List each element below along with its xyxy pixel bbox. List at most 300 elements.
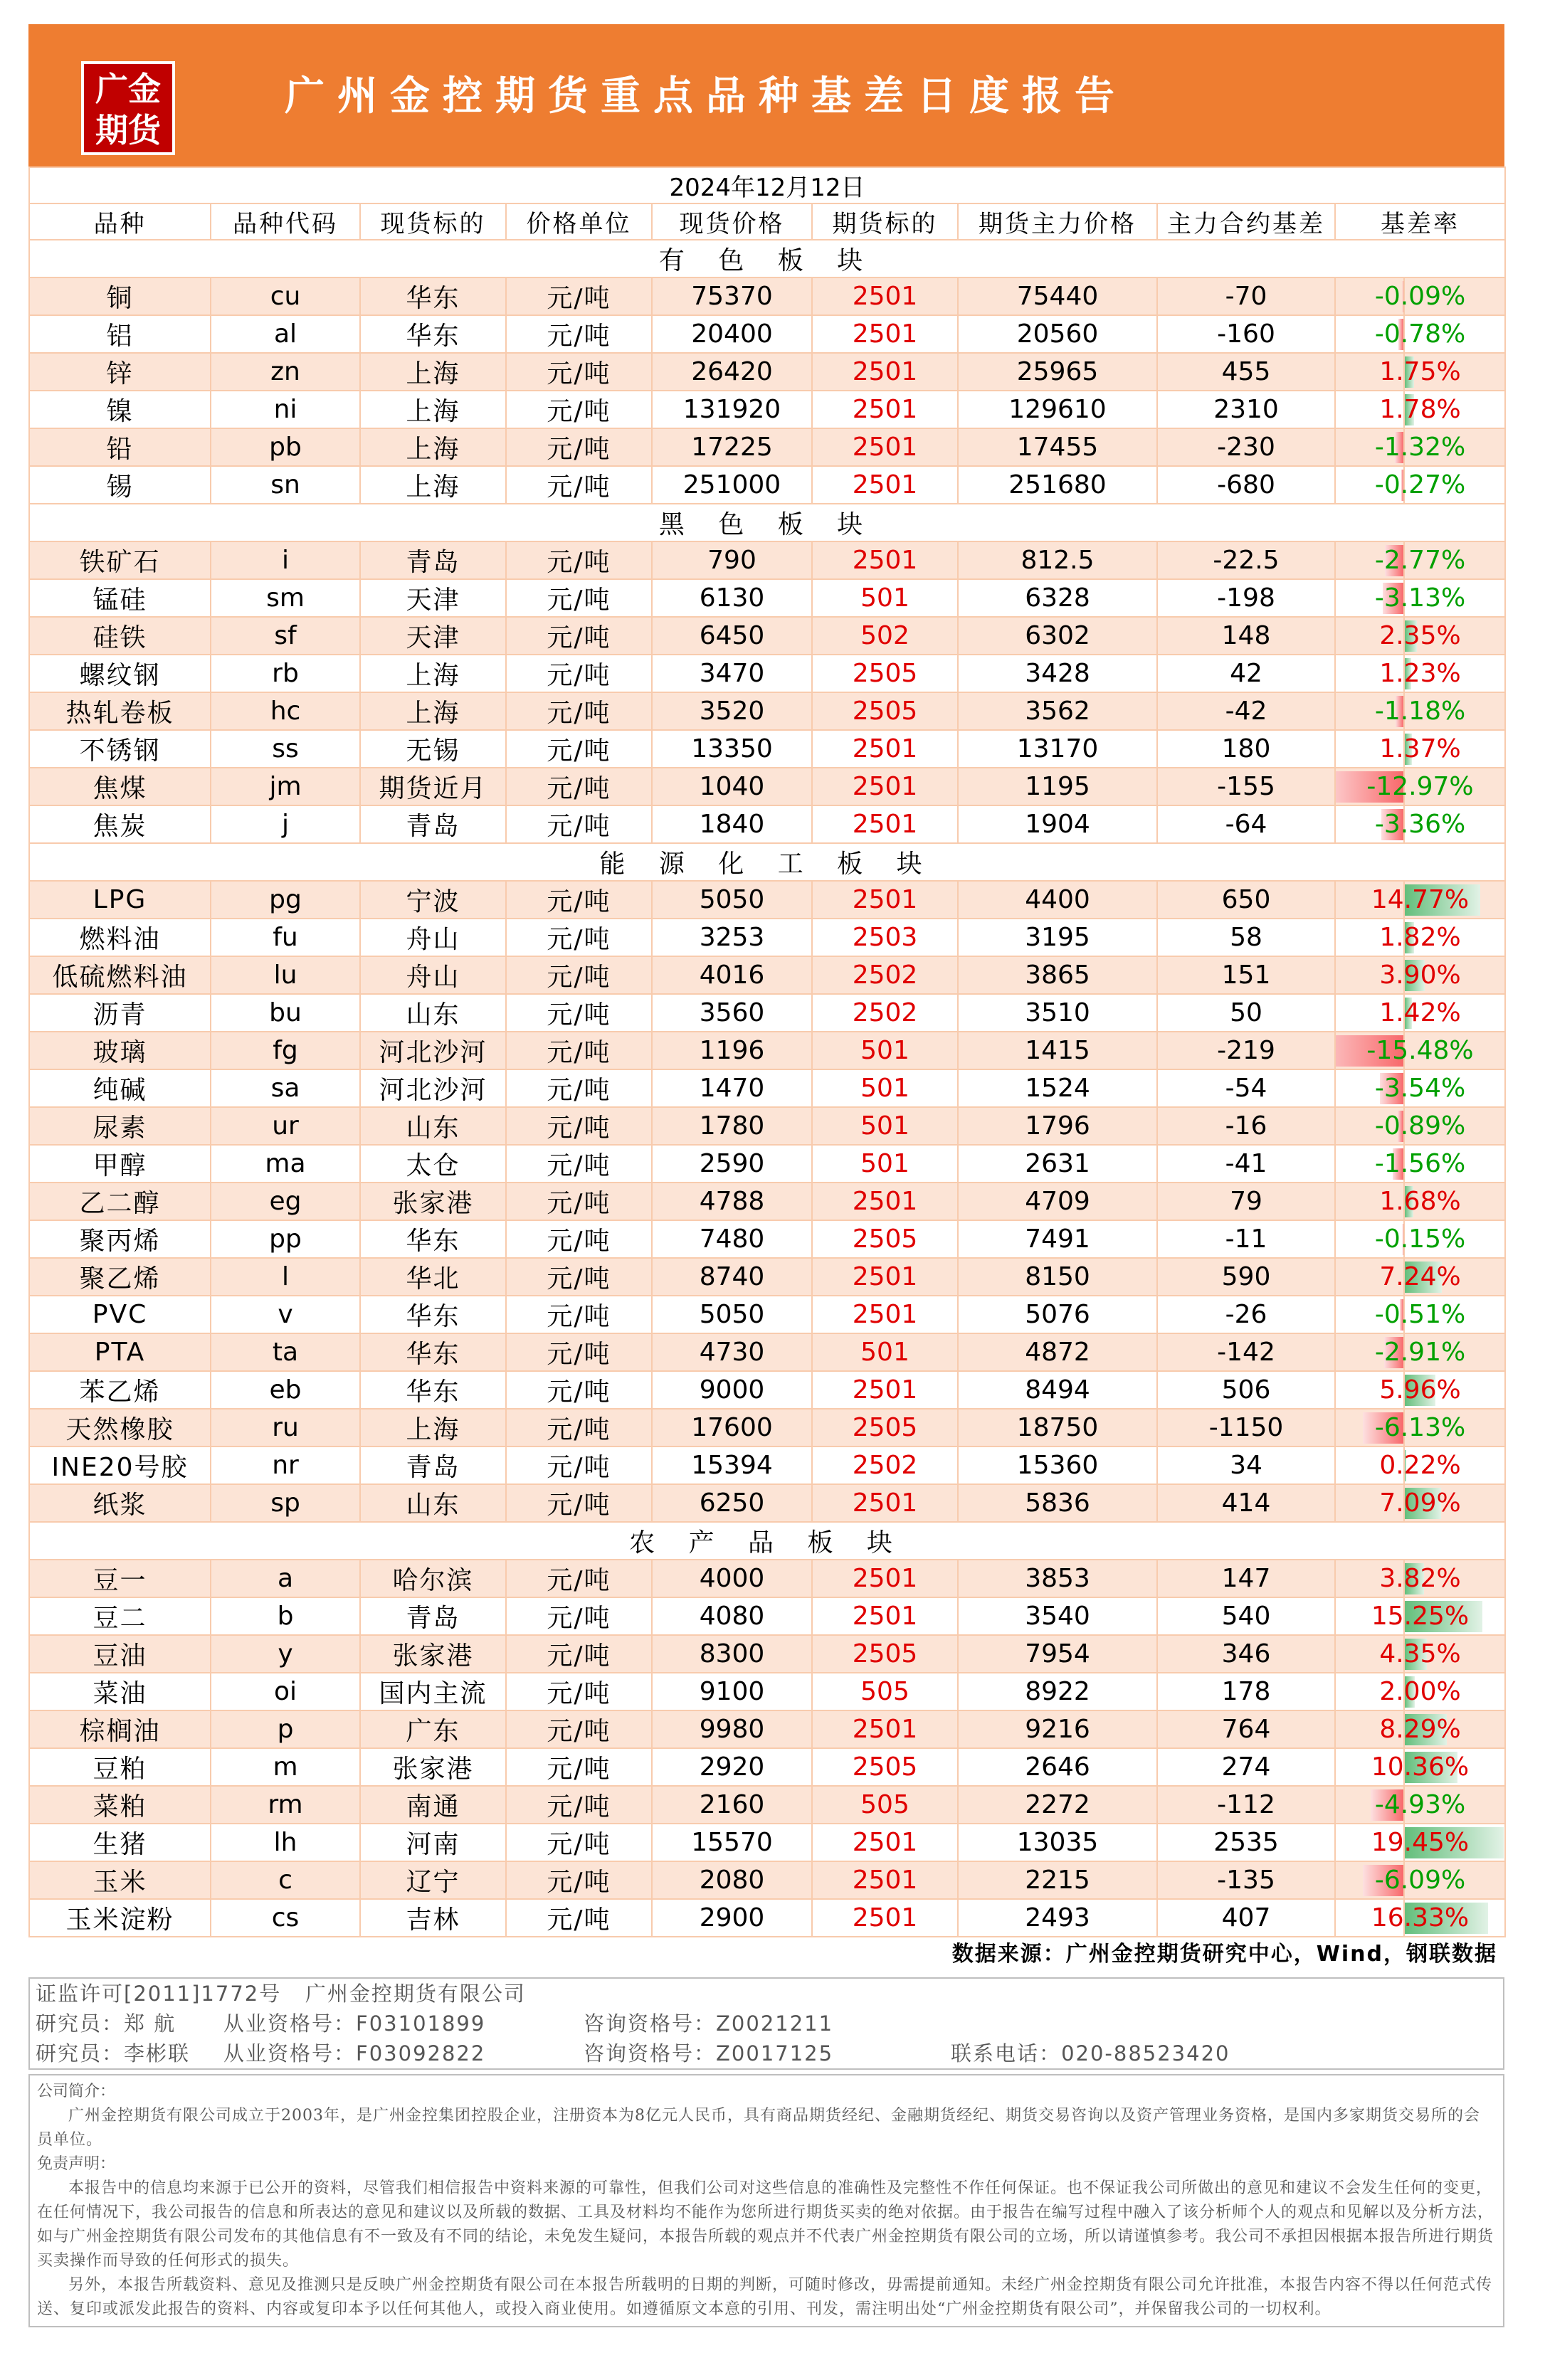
futures-price: 1904 [958,805,1157,843]
basis-rate [1335,579,1505,617]
basis-rate-text: -0.89% [1374,1111,1466,1141]
column-header: 品种代码 [211,203,360,240]
variety-code: sf [211,617,360,655]
futures-contract: 2501 [812,466,958,504]
basis-rate [1335,1220,1505,1258]
spot-location: 张家港 [360,1748,506,1786]
variety-code: eb [211,1371,360,1409]
futures-contract: 2501 [812,1484,958,1522]
futures-contract: 2501 [812,805,958,843]
table-row [29,1861,1505,1899]
price-unit: 元/吨 [506,1446,652,1484]
variety-name: PTA [29,1333,211,1371]
price-unit: 元/吨 [506,919,652,956]
basis-rate [1335,1258,1505,1296]
qualification-label: 从业资格号： [223,2041,357,2066]
price-unit: 元/吨 [506,1899,652,1937]
variety-name: 豆粕 [29,1748,211,1786]
variety-code: bu [211,994,360,1032]
company-intro-text: 广州金控期货有限公司成立于2003年，是广州金控集团控股企业，注册资本为8亿元人民币，具有商品期货经纪、金融期货经纪、期货交易咨询以及资产管理业务资格，是国内多家期货交易所的会员单位。 [37,2107,1480,2149]
spot-price: 20400 [652,315,812,353]
basis-value: 42 [1157,655,1335,692]
futures-contract: 501 [812,1032,958,1069]
basis-rate [1335,1786,1505,1824]
basis-rate [1335,1635,1505,1673]
spot-price: 2920 [652,1748,812,1786]
futures-price: 5836 [958,1484,1157,1522]
basis-rate-text: 3.90% [1379,961,1461,990]
futures-price: 20560 [958,315,1157,353]
price-unit: 元/吨 [506,1710,652,1748]
table-row [29,730,1505,768]
basis-value: 151 [1157,956,1335,994]
variety-name: 菜粕 [29,1786,211,1824]
basis-value: -42 [1157,692,1335,730]
spot-location: 华东 [360,1296,506,1333]
basis-value: -26 [1157,1296,1335,1333]
basis-rate [1335,1296,1505,1333]
variety-code: cs [211,1899,360,1937]
price-unit: 元/吨 [506,730,652,768]
futures-contract: 2505 [812,1635,958,1673]
table-row [29,1446,1505,1484]
date-row [29,167,1505,203]
qualification-number: F03092822 [356,2041,486,2066]
futures-price: 7491 [958,1220,1157,1258]
table-row [29,1069,1505,1107]
basis-value: -142 [1157,1333,1335,1371]
basis-rate-text: 16.33% [1371,1903,1470,1932]
basis-rate-text: 7.09% [1379,1488,1461,1518]
variety-name: 豆油 [29,1635,211,1673]
variety-name: 甲醇 [29,1145,211,1183]
table-row [29,1409,1505,1446]
spot-price: 4016 [652,956,812,994]
spot-location: 宁波 [360,881,506,919]
spot-location: 华北 [360,1258,506,1296]
spot-location: 华东 [360,315,506,353]
price-unit: 元/吨 [506,881,652,919]
consult-number: Z0017125 [716,2041,834,2066]
spot-location: 无锡 [360,730,506,768]
researcher-name: 李彬联 [124,2041,191,2066]
basis-rate [1335,1673,1505,1710]
table-row [29,1183,1505,1220]
basis-value: 178 [1157,1673,1335,1710]
spot-price: 5050 [652,1296,812,1333]
spot-location: 华东 [360,1371,506,1409]
futures-price: 4709 [958,1183,1157,1220]
basis-rate-text: 4.35% [1379,1639,1461,1668]
basis-value: 274 [1157,1748,1335,1786]
basis-value: -230 [1157,428,1335,466]
basis-rate [1335,730,1505,768]
futures-contract: 2501 [812,1899,958,1937]
price-unit: 元/吨 [506,1107,652,1145]
futures-contract: 2505 [812,1748,958,1786]
spot-location: 南通 [360,1786,506,1824]
spot-location: 上海 [360,428,506,466]
futures-price: 3428 [958,655,1157,692]
spot-price: 8740 [652,1258,812,1296]
price-unit: 元/吨 [506,1220,652,1258]
variety-code: y [211,1635,360,1673]
futures-price: 13035 [958,1824,1157,1861]
variety-code: c [211,1861,360,1899]
variety-code: l [211,1258,360,1296]
futures-contract: 2501 [812,541,958,579]
variety-name: 不锈钢 [29,730,211,768]
price-unit: 元/吨 [506,1861,652,1899]
futures-price: 3195 [958,919,1157,956]
spot-price: 3470 [652,655,812,692]
column-header: 现货价格 [652,203,812,240]
price-unit: 元/吨 [506,692,652,730]
basis-value: 650 [1157,881,1335,919]
variety-code: ru [211,1409,360,1446]
price-unit: 元/吨 [506,466,652,504]
basis-rate-text: -2.91% [1374,1338,1466,1367]
basis-rate-text: 15.25% [1371,1602,1470,1631]
spot-price: 1780 [652,1107,812,1145]
table-row [29,1145,1505,1183]
spot-price: 5050 [652,881,812,919]
futures-price: 251680 [958,466,1157,504]
spot-location: 上海 [360,466,506,504]
variety-name: 铅 [29,428,211,466]
basis-value: 764 [1157,1710,1335,1748]
basis-rate [1335,1710,1505,1748]
spot-location: 张家港 [360,1183,506,1220]
futures-contract: 2505 [812,1220,958,1258]
table-row [29,1748,1505,1786]
spot-price: 9980 [652,1710,812,1748]
spot-price: 4730 [652,1333,812,1371]
table-row [29,1296,1505,1333]
futures-contract: 2501 [812,768,958,805]
variety-name: 乙二醇 [29,1183,211,1220]
futures-contract: 2501 [812,730,958,768]
variety-name: INE20号胶 [29,1446,211,1484]
phone-label: 联系电话： [951,2041,1062,2066]
variety-name: 沥青 [29,994,211,1032]
variety-code: al [211,315,360,353]
spot-location: 河南 [360,1824,506,1861]
report-title: 广州金控期货重点品种基差日度报告 [285,73,1127,120]
variety-name: 聚乙烯 [29,1258,211,1296]
price-unit: 元/吨 [506,805,652,843]
column-header: 基差率 [1335,203,1505,240]
basis-rate [1335,353,1505,391]
basis-rate-text: 1.82% [1379,923,1461,952]
futures-contract: 2502 [812,956,958,994]
futures-contract: 2501 [812,1371,958,1409]
basis-rate [1335,1484,1505,1522]
spot-price: 1196 [652,1032,812,1069]
column-header: 期货主力价格 [958,203,1157,240]
basis-rate [1335,1861,1505,1899]
variety-name: 锰硅 [29,579,211,617]
futures-contract: 2505 [812,692,958,730]
variety-name: 豆二 [29,1597,211,1635]
basis-value: 407 [1157,1899,1335,1937]
price-unit: 元/吨 [506,1673,652,1710]
basis-value: 79 [1157,1183,1335,1220]
basis-rate-text: 19.45% [1371,1828,1470,1857]
variety-name: 焦煤 [29,768,211,805]
variety-name: 玻璃 [29,1032,211,1069]
table-row [29,994,1505,1032]
price-unit: 元/吨 [506,541,652,579]
consult-label: 咨询资格号： [584,2011,717,2036]
spot-price: 75370 [652,277,812,315]
spot-location: 河北沙河 [360,1069,506,1107]
basis-rate-text: -3.54% [1374,1074,1466,1103]
futures-contract: 2502 [812,994,958,1032]
table-row [29,1333,1505,1371]
basis-value: -22.5 [1157,541,1335,579]
license-company: 广州金控期货有限公司 [305,1982,526,2006]
basis-value: 455 [1157,353,1335,391]
company-logo [81,61,175,155]
basis-rate [1335,315,1505,353]
spot-price: 17225 [652,428,812,466]
spot-price: 3560 [652,994,812,1032]
spot-location: 青岛 [360,1597,506,1635]
futures-contract: 501 [812,579,958,617]
variety-code: sn [211,466,360,504]
variety-code: ma [211,1145,360,1183]
section-header [29,843,1505,881]
variety-code: jm [211,768,360,805]
futures-price: 25965 [958,353,1157,391]
variety-name: 低硫燃料油 [29,956,211,994]
spot-location: 青岛 [360,1446,506,1484]
futures-contract: 2501 [812,1597,958,1635]
basis-value: -54 [1157,1069,1335,1107]
basis-rate-text: 3.82% [1379,1564,1461,1593]
variety-code: oi [211,1673,360,1710]
spot-price: 1040 [652,768,812,805]
variety-code: eg [211,1183,360,1220]
basis-rate [1335,881,1505,919]
basis-rate [1335,655,1505,692]
spot-price: 13350 [652,730,812,768]
basis-rate-text: -3.13% [1374,583,1466,613]
basis-rate-text: -6.13% [1374,1413,1466,1442]
basis-value: 148 [1157,617,1335,655]
variety-code: rm [211,1786,360,1824]
variety-name: 聚丙烯 [29,1220,211,1258]
section-header [29,240,1505,277]
price-unit: 元/吨 [506,277,652,315]
basis-rate [1335,1032,1505,1069]
basis-rate-text: 2.00% [1379,1677,1461,1706]
company-info-block [28,1977,1504,2070]
variety-code: lu [211,956,360,994]
futures-price: 8494 [958,1371,1157,1409]
basis-rate-text: -12.97% [1366,772,1474,801]
variety-code: ni [211,391,360,428]
basis-rate [1335,1107,1505,1145]
price-unit: 元/吨 [506,428,652,466]
futures-price: 2646 [958,1748,1157,1786]
variety-code: lh [211,1824,360,1861]
basis-value: -160 [1157,315,1335,353]
futures-contract: 505 [812,1786,958,1824]
variety-code: pb [211,428,360,466]
disclaimer-block [28,2074,1504,2327]
table-row [29,1710,1505,1748]
basis-value: -135 [1157,1861,1335,1899]
basis-value: 34 [1157,1446,1335,1484]
price-unit: 元/吨 [506,1145,652,1183]
basis-rate [1335,1824,1505,1861]
spot-location: 广东 [360,1710,506,1748]
spot-price: 131920 [652,391,812,428]
section-header [29,1522,1505,1560]
futures-price: 7954 [958,1635,1157,1673]
spot-price: 2160 [652,1786,812,1824]
section-title: 农 产 品 板 块 [29,1522,1505,1560]
basis-rate-text: 1.37% [1379,734,1461,763]
spot-price: 9000 [652,1371,812,1409]
consult-label: 咨询资格号： [584,2041,717,2066]
variety-code: ss [211,730,360,768]
spot-location: 国内主流 [360,1673,506,1710]
futures-price: 4400 [958,881,1157,919]
futures-price: 2272 [958,1786,1157,1824]
price-unit: 元/吨 [506,1824,652,1861]
basis-rate [1335,1748,1505,1786]
basis-rate [1335,1183,1505,1220]
basis-value: 506 [1157,1371,1335,1409]
basis-value: 180 [1157,730,1335,768]
spot-location: 上海 [360,1409,506,1446]
futures-price: 8150 [958,1258,1157,1296]
basis-value: -11 [1157,1220,1335,1258]
basis-rate [1335,277,1505,315]
spot-location: 山东 [360,994,506,1032]
basis-rate [1335,1371,1505,1409]
futures-contract: 501 [812,1333,958,1371]
table-row [29,692,1505,730]
spot-price: 790 [652,541,812,579]
basis-value: 540 [1157,1597,1335,1635]
variety-code: ta [211,1333,360,1371]
disclaimer-para-1: 本报告中的信息均来源于已公开的资料，尽管我们相信报告中资料来源的可靠性，但我们公司对这些信息的准确性及完整性不作任何保证。也不保证我公司所做出的意见和建议不会发生任何的变更，在任何情况下，我公司报告的信息和所表达的意见和建议以及所载的数据、工具及材料均不能作为您所进行期货买卖的绝对依据。由于报告在编写过程中融入了该分析师个人的观点和见解以及分析方法，如与广州金控期货有限公司发布的其他信息有不一致及有不同的结论，未免发生疑问，本报告所载的观点并不代表广州金控期货有限公司的立场，所以请谨慎参考。我公司不承担因根据本报告所进行期货买卖操作而导致的任何形式的损失。 [37,2179,1494,2270]
price-unit: 元/吨 [506,315,652,353]
variety-code: b [211,1597,360,1635]
basis-value: 2535 [1157,1824,1335,1861]
table-row [29,315,1505,353]
variety-name: 螺纹钢 [29,655,211,692]
variety-code: fg [211,1032,360,1069]
futures-contract: 505 [812,1673,958,1710]
spot-location: 吉林 [360,1899,506,1937]
spot-location: 哈尔滨 [360,1560,506,1597]
basis-rate-text: -0.15% [1374,1225,1466,1254]
price-unit: 元/吨 [506,768,652,805]
futures-contract: 2501 [812,1710,958,1748]
variety-name: 锡 [29,466,211,504]
variety-name: 玉米 [29,1861,211,1899]
variety-code: nr [211,1446,360,1484]
variety-code: ur [211,1107,360,1145]
table-row [29,1560,1505,1597]
futures-price: 3865 [958,956,1157,994]
variety-name: 生猪 [29,1824,211,1861]
variety-code: sa [211,1069,360,1107]
table-row [29,1371,1505,1409]
basis-rate [1335,768,1505,805]
futures-contract: 2505 [812,655,958,692]
variety-code: p [211,1710,360,1748]
price-unit: 元/吨 [506,1409,652,1446]
spot-location: 舟山 [360,919,506,956]
futures-price: 3562 [958,692,1157,730]
basis-rate [1335,1899,1505,1937]
variety-code: a [211,1560,360,1597]
spot-location: 华东 [360,1333,506,1371]
basis-rate-text: 1.75% [1379,357,1461,386]
basis-rate-text: 2.35% [1379,621,1461,650]
variety-name: 硅铁 [29,617,211,655]
price-unit: 元/吨 [506,1597,652,1635]
section-title: 有 色 板 块 [29,240,1505,277]
basis-rate [1335,1069,1505,1107]
table-row [29,277,1505,315]
column-header: 价格单位 [506,203,652,240]
variety-name: 尿素 [29,1107,211,1145]
basis-rate [1335,919,1505,956]
price-unit: 元/吨 [506,994,652,1032]
futures-contract: 2501 [812,1861,958,1899]
basis-rate [1335,1446,1505,1484]
variety-code: j [211,805,360,843]
disclaimer-heading: 免责声明： [37,2155,116,2173]
spot-location: 期货近月 [360,768,506,805]
futures-price: 75440 [958,277,1157,315]
basis-value: 2310 [1157,391,1335,428]
spot-location: 华东 [360,277,506,315]
spot-price: 2900 [652,1899,812,1937]
futures-price: 6302 [958,617,1157,655]
basis-value: 58 [1157,919,1335,956]
variety-name: 棕榈油 [29,1710,211,1748]
futures-contract: 2501 [812,1183,958,1220]
basis-rate [1335,805,1505,843]
spot-price: 4080 [652,1597,812,1635]
futures-contract: 2505 [812,1409,958,1446]
futures-price: 13170 [958,730,1157,768]
futures-contract: 2501 [812,353,958,391]
phone-number: 020-88523420 [1061,2041,1230,2066]
researcher-line [30,2009,1503,2038]
variety-code: rb [211,655,360,692]
variety-name: LPG [29,881,211,919]
logo-line-1: 广金 [95,70,161,108]
spot-price: 7480 [652,1220,812,1258]
futures-contract: 2501 [812,428,958,466]
basis-value: -70 [1157,277,1335,315]
variety-name: 纸浆 [29,1484,211,1522]
table-row [29,1484,1505,1522]
spot-price: 15570 [652,1824,812,1861]
variety-name: 菜油 [29,1673,211,1710]
futures-contract: 2501 [812,277,958,315]
spot-location: 山东 [360,1107,506,1145]
